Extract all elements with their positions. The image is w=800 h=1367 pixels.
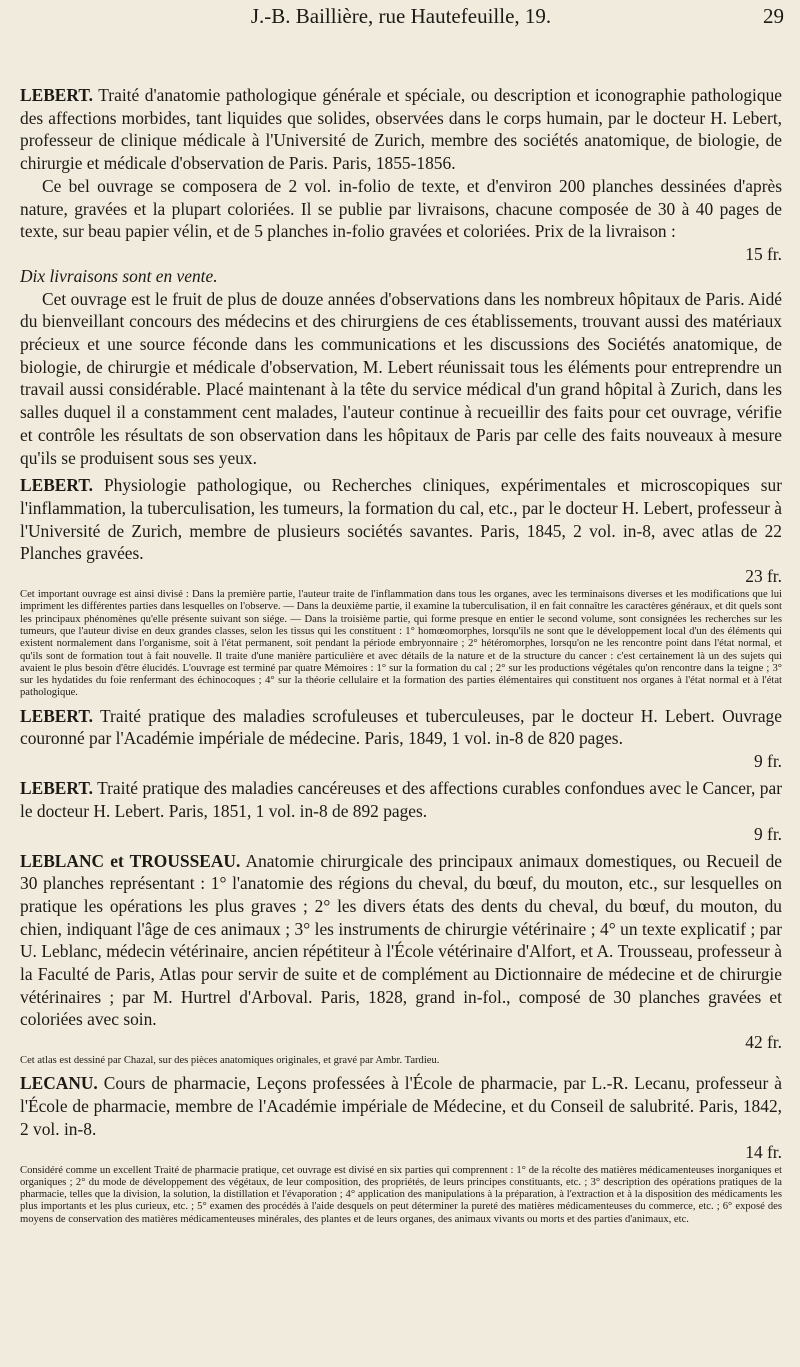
entry-sale-note: Dix livraisons sont en vente. [20,265,218,286]
entry-note: Cet important ouvrage est ainsi divisé : Dans la première partie, l'auteur traite de l'inflammation dans tous les organes, avec les terminaisons diverses et les modifications que lui impriment les différentes parties dans lesquelles on l'observe. — Dans la deuxième partie, il examine la tuberculisation, il en fait connaître les caractères généraux, et dit quels sont les principaux phénomènes qu'elle présente suivant son siége. — Dans la troisième partie, qui forme presque en entier le second volume, sont consignées les recherches sur les tumeurs, que l'auteur divise en deux grandes classes, selon les tissus qui les constituent : 1° homœomorphes, lorsqu'ils ne sont que le développement local d'un des éléments qui existent normalement dans l'organisme, soit à l'état permanent, soit pendant la période embryonnaire ; 2° hétéromorphes, lorsqu'on ne les rencontre point dans l'état normal, et qu'ils sont de formation tout à fait nouvelle. Il traite d'une manière particulière et avec détails de la nature et de la structure du cancer : c'est certainement là un des sujets qui avaient le plus besoin d'être élucidés. L'ouvrage est terminé par quatre Mémoires : 1° sur la formation du cal ; 2° sur les productions végétales qu'on rencontre dans la teigne ; 3° sur les hydatides du foie renfermant des échinocoques ; 4° sur la théorie cellulaire et la formation des parties élémentaires qui constituent nos organes à l'état normal et à l'état pathologique. [20,589,782,699]
entry-note: Considéré comme un excellent Traité de pharmacie pratique, cet ouvrage est divisé en six parties qui comprennent : 1° de la récolte des matières médicamenteuses inorganiques et organiques ; 2° du mode de développement des végétaux, de leur composition, des propriétés, de leurs principes constituants, etc. ; 3° description des opérations pratiques de la pharmacie, telles que la division, la solution, la distillation et l'évaporation ; 4° application des manipulations à la préparation, à l'extraction et à la disposition des médicaments les plus importants et les plus curieux, etc. ; 5° examen des procédés à l'aide desquels on peut déterminer la pureté des matières médicamenteuses du commerce, etc. ; 6° exposé des moyens de conservation des matières médicamenteuses minérales, des plantes et de leurs organes, des animaux vivants ou morts et des parties d'animaux, etc. [20,1164,782,1225]
entry-lecanu [20,1072,782,1226]
entry-note: Cet atlas est dessiné par Chazal, sur des pièces anatomiques originales, et gravé par Ambr. Tardieu. [20,1055,440,1067]
entry-description: Traité pratique des maladies cancéreuses et des affections curables confondues avec le Cancer, par le docteur H. Lebert. Paris, 1851, 1 vol. in-8 de 892 pages. [20,778,782,821]
entry-author: LEBLANC et TROUSSEAU. [20,850,241,871]
catalogue-entries [20,84,782,1226]
entry-price: 42 fr. [745,1032,782,1053]
entry-author: LEBERT. [20,705,94,726]
entry-author: LEBERT. [20,85,94,105]
entry-lebert-physiologie [20,474,782,699]
entry-author: LEBERT. [20,475,94,496]
entry-text [20,84,782,175]
entry-price: 9 fr. [753,823,782,844]
entry-paragraph: Ce bel ouvrage se composera de 2 vol. in-folio de texte, et d'environ 200 planches dessinées d'après nature, gravées et la plupart coloriées. Il se publie par livraisons, chacune composée de 30 à 40 pages de texte, sur beau papier vélin, et de 5 planches in-folio gravées et coloriées. Prix de la livraison : [20,175,782,242]
entry-lebert-anatomie [20,84,782,469]
entry-lebert-cancer [20,777,782,844]
page-number: 29 [763,4,784,28]
entry-description: Traité pratique des maladies scrofuleuses et tuberculeuses, par le docteur H. Lebert. Ouvrage couronné par l'Académie impériale de médecine. Paris, 1849, 1 vol. in-8 de 820 pages. [20,705,782,749]
entry-paragraph: Cet ouvrage est le fruit de plus de douze années d'observations dans les nombreux hôpitaux de Paris. Aidé du bienveillant concours des médecins et des chirurgiens de ces établissements, trouvant aussi des matériaux précieux et une source féconde dans les communications et les discussions des Sociétés anatomique, de biologie, de chirurgie et médicale d'observation, M. Lebert réunissait tous les éléments pour entreprendre un travail aussi considérable. Placé maintenant à la tête du service médical d'un grand hôpital à Zurich, dans les salles duquel il a constamment cent malades, l'auteur continue à recueillir des faits pour cet ouvrage, vérifie et contrôle les résultats de son observation dans les hôpitaux de Paris par celle des faits nouveaux à mesure qu'ils se produisent sous ses yeux. [20,288,782,468]
entry-price: 15 fr. [745,243,782,264]
entry-description: Cours de pharmacie, Leçons professées à l'École de pharmacie, par L.-R. Lecanu, professeur à l'École de pharmacie, membre de l'Académie impériale de Médecine, et du Conseil de salubrité. Paris, 1842, 2 vol. in-8. [20,1073,782,1139]
entry-text [20,474,782,565]
entry-author: LECANU. [20,1073,98,1094]
entry-leblanc-trousseau [20,850,782,1068]
entry-description: Physiologie pathologique, ou Recherches cliniques, expérimentales et microscopiques sur l'inflammation, la tuberculisation, les tumeurs, la formation du cal, etc., par le docteur H. Lebert, professeur à l'Université de Zurich, membre de plusieurs sociétés savantes. Paris, 1845, 2 vol. in-8, avec atlas de 22 Planches gravées. [20,475,782,564]
entry-description: Traité d'anatomie pathologique générale et spéciale, ou description et iconographie pathologique des affections morbides, tant liquides que solides, observées dans le corps humain, par le docteur H. Lebert, professeur de clinique médicale à l'Université de Zurich, membre des sociétés anatomique, de biologie, de chirurgie et médicale d'observation de Paris. Paris, 1855-1856. [20,85,782,174]
entry-text [20,777,782,822]
entry-author: LEBERT. [20,778,94,799]
entry-text [20,705,782,750]
entry-price: 9 fr. [753,751,782,772]
entry-text [20,1072,782,1140]
entry-text [20,850,782,1032]
entry-description: Anatomie chirurgicale des principaux animaux domestiques, ou Recueil de 30 planches représentant : 1° l'anatomie des régions du cheval, du bœuf, du mouton, etc., sur lesquelles on pratique les opérations les plus graves ; 2° les divers états des dents du cheval, du bœuf, du mouton, du chien, indiquant l'âge de ces animaux ; 3° les instruments de chirurgie vétérinaire ; 4° un texte explicatif ; par U. Leblanc, médecin vétérinaire, ancien répétiteur à l'École vétérinaire d'Alfort, et A. Trousseau, professeur à la Faculté de Paris, Atlas pour servir de suite et de complément au Dictionnaire de médecine et de chirurgie vétérinaires ; par M. Hurtrel d'Arboval. Paris, 1828, grand in-fol., composé de 30 planches gravées et coloriées avec soin. [20,850,783,1030]
running-head [20,0,782,32]
publisher-line: J.-B. Baillière, rue Hautefeuille, 19. [250,4,552,28]
entry-lebert-scrofuleuses [20,705,782,772]
entry-price: 14 fr. [745,1141,782,1162]
entry-price: 23 fr. [745,566,782,587]
